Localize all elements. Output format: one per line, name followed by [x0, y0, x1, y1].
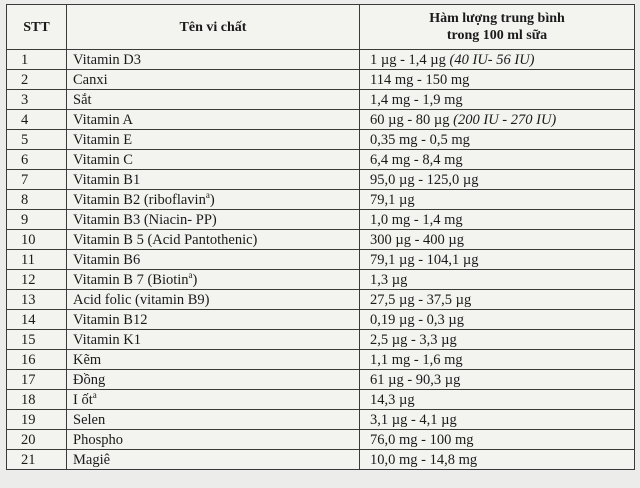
- amount-value: 95,0 µg - 125,0 µg: [370, 171, 479, 188]
- amount-cell: [360, 90, 635, 110]
- table-row: [7, 170, 635, 190]
- nutrient-name-cell: [67, 90, 360, 110]
- amount-cell: [360, 170, 635, 190]
- nutrient-name: Vitamin A: [73, 111, 133, 128]
- nutrient-name: Canxi: [73, 71, 108, 88]
- table-row: [7, 330, 635, 350]
- nutrient-name-cell: [67, 310, 360, 330]
- amount-value: 79,1 µg - 104,1 µg: [370, 251, 479, 268]
- table-row: [7, 190, 635, 210]
- nutrient-name: Sắt: [73, 91, 92, 108]
- row-number: 7: [7, 170, 67, 190]
- amount-cell: [360, 450, 635, 470]
- amount-value: 2,5 µg - 3,3 µg: [370, 331, 457, 348]
- nutrient-name: Vitamin B1: [73, 171, 141, 188]
- header-stt: STT: [7, 5, 67, 50]
- table-row: [7, 410, 635, 430]
- nutrient-name: Acid folic (vitamin B9): [73, 291, 210, 308]
- header-amount-line1: Hàm lượng trung bình: [429, 11, 565, 26]
- amount-cell: [360, 290, 635, 310]
- nutrient-name-cell: [67, 370, 360, 390]
- nutrient-table-container: [6, 4, 634, 470]
- row-number: 18: [7, 390, 67, 410]
- row-number: 4: [7, 110, 67, 130]
- amount-cell: [360, 390, 635, 410]
- header-nutrient-name: Tên vi chất: [67, 5, 360, 50]
- nutrient-name-cell: [67, 210, 360, 230]
- table-row: [7, 50, 635, 70]
- table-row: [7, 90, 635, 110]
- amount-value: 114 mg - 150 mg: [370, 71, 470, 88]
- table-row: [7, 250, 635, 270]
- amount-cell: [360, 210, 635, 230]
- amount-cell: [360, 330, 635, 350]
- table-row: [7, 430, 635, 450]
- nutrient-name: Selen: [73, 411, 106, 428]
- nutrient-name-suffix: ): [192, 271, 198, 288]
- amount-cell: [360, 110, 635, 130]
- header-amount-line2: trong 100 ml sữa: [446, 28, 548, 43]
- nutrient-name-cell: [67, 130, 360, 150]
- nutrient-name-cell: [67, 390, 360, 410]
- amount-cell: [360, 70, 635, 90]
- amount-cell: [360, 130, 635, 150]
- amount-cell: [360, 50, 635, 70]
- nutrient-name-cell: [67, 450, 360, 470]
- nutrient-name-cell: [67, 290, 360, 310]
- nutrient-name: Vitamin E: [73, 131, 133, 148]
- table-row: [7, 210, 635, 230]
- table-row: [7, 270, 635, 290]
- row-number: 20: [7, 430, 67, 450]
- amount-value: 10,0 mg - 14,8 mg: [370, 451, 478, 468]
- row-number: 9: [7, 210, 67, 230]
- amount-cell: [360, 150, 635, 170]
- amount-value: 79,1 µg: [370, 191, 415, 208]
- amount-value: 3,1 µg - 4,1 µg: [370, 411, 457, 428]
- nutrient-name: Vitamin B3 (Niacin- PP): [73, 211, 217, 228]
- nutrient-name-cell: [67, 270, 360, 290]
- row-number: 11: [7, 250, 67, 270]
- nutrient-name: Vitamin B12: [73, 311, 148, 328]
- nutrient-name: Vitamin B2 (riboflavin: [73, 191, 206, 208]
- row-number: 2: [7, 70, 67, 90]
- table-header-row: [7, 5, 635, 50]
- nutrient-name-cell: [67, 410, 360, 430]
- row-number: 12: [7, 270, 67, 290]
- amount-value: 1,0 mg - 1,4 mg: [370, 211, 463, 228]
- nutrient-name: Vitamin B 5 (Acid Pantothenic): [73, 231, 258, 248]
- footnote-marker: a: [92, 389, 97, 400]
- row-number: 8: [7, 190, 67, 210]
- iu-equivalent-note: (200 IU - 270 IU): [453, 111, 557, 128]
- table-row: [7, 150, 635, 170]
- table-row: [7, 370, 635, 390]
- row-number: 10: [7, 230, 67, 250]
- nutrient-table: [6, 4, 635, 470]
- row-number: 15: [7, 330, 67, 350]
- table-row: [7, 290, 635, 310]
- nutrient-name: Đồng: [73, 371, 106, 388]
- row-number: 14: [7, 310, 67, 330]
- nutrient-name-cell: [67, 350, 360, 370]
- iu-equivalent-note: (40 IU- 56 IU): [449, 51, 535, 68]
- amount-value: 27,5 µg - 37,5 µg: [370, 291, 472, 308]
- amount-value: 0,19 µg - 0,3 µg: [370, 311, 465, 328]
- row-number: 6: [7, 150, 67, 170]
- nutrient-name: Kẽm: [73, 351, 102, 368]
- amount-value: 1 µg - 1,4 µg: [370, 51, 446, 68]
- amount-value: 1,3 µg: [370, 271, 408, 288]
- nutrient-name-cell: [67, 110, 360, 130]
- row-number: 16: [7, 350, 67, 370]
- row-number: 3: [7, 90, 67, 110]
- nutrient-name: Vitamin B6: [73, 251, 141, 268]
- table-row: [7, 70, 635, 90]
- amount-cell: [360, 230, 635, 250]
- amount-value: 14,3 µg: [370, 391, 415, 408]
- amount-cell: [360, 410, 635, 430]
- table-body: [7, 50, 635, 470]
- amount-value: 60 µg - 80 µg: [370, 111, 450, 128]
- nutrient-name: Phospho: [73, 431, 123, 448]
- nutrient-name-suffix: ): [209, 191, 215, 208]
- table-row: [7, 310, 635, 330]
- table-row: [7, 350, 635, 370]
- table-row: [7, 110, 635, 130]
- row-number: 13: [7, 290, 67, 310]
- amount-value: 61 µg - 90,3 µg: [370, 371, 461, 388]
- amount-value: 76,0 mg - 100 mg: [370, 431, 474, 448]
- nutrient-name-cell: [67, 50, 360, 70]
- nutrient-name: Vitamin K1: [73, 331, 141, 348]
- nutrient-name-cell: [67, 190, 360, 210]
- footnote-marker: a: [188, 269, 193, 280]
- amount-value: 1,1 mg - 1,6 mg: [370, 351, 463, 368]
- nutrient-name-cell: [67, 430, 360, 450]
- nutrient-name-cell: [67, 250, 360, 270]
- amount-value: 300 µg - 400 µg: [370, 231, 465, 248]
- nutrient-name-cell: [67, 170, 360, 190]
- amount-cell: [360, 350, 635, 370]
- amount-cell: [360, 310, 635, 330]
- table-row: [7, 230, 635, 250]
- amount-cell: [360, 430, 635, 450]
- nutrient-name: Vitamin B 7 (Biotin: [73, 271, 189, 288]
- nutrient-name: Vitamin D3: [73, 51, 141, 68]
- table-row: [7, 390, 635, 410]
- amount-cell: [360, 190, 635, 210]
- table-row: [7, 450, 635, 470]
- amount-value: 1,4 mg - 1,9 mg: [370, 91, 463, 108]
- footnote-marker: a: [205, 189, 210, 200]
- amount-cell: [360, 250, 635, 270]
- header-average-amount: [360, 5, 635, 50]
- row-number: 1: [7, 50, 67, 70]
- nutrient-name-cell: [67, 70, 360, 90]
- row-number: 5: [7, 130, 67, 150]
- amount-value: 6,4 mg - 8,4 mg: [370, 151, 463, 168]
- row-number: 19: [7, 410, 67, 430]
- amount-cell: [360, 270, 635, 290]
- nutrient-name: Magiê: [73, 451, 111, 468]
- amount-cell: [360, 370, 635, 390]
- nutrient-name: I ốt: [73, 391, 93, 408]
- nutrient-name-cell: [67, 330, 360, 350]
- table-row: [7, 130, 635, 150]
- row-number: 17: [7, 370, 67, 390]
- nutrient-name: Vitamin C: [73, 151, 133, 168]
- row-number: 21: [7, 450, 67, 470]
- amount-value: 0,35 mg - 0,5 mg: [370, 131, 470, 148]
- nutrient-name-cell: [67, 230, 360, 250]
- nutrient-name-cell: [67, 150, 360, 170]
